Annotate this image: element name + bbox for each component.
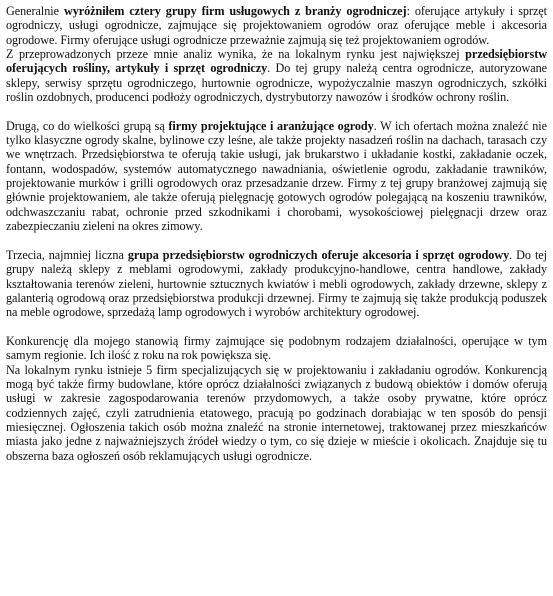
- text-span: Generalnie: [6, 4, 64, 18]
- paragraph-spacer: [6, 320, 547, 334]
- text-span: . Do tej grupy należą centra ogrodnicze, autoryzowane sklepy, serwisy sprzętu ogrodniczego, hurtownie ogrodnicze, wypożyczalnie maszyn ogrodniczych, szkółki roślin ozdobnych, producenci podłoży ogrodniczych, dystrybutorzy nawozów i środków ochrony roślin.: [6, 61, 547, 105]
- bold-text: wyróżniłem cztery grupy firm usługowych z branży ogrodniczej: [63, 4, 407, 18]
- text-span: Na lokalnym rynku istnieje 5 firm specjalizujących się w projektowaniu i zakładaniu ogrodów. Konkurencją mogą być także firmy budowlane, które oprócz działalności związanych z budową obiektów i domów oferują usługi w zakresie zagospodarowania terenów przydomowych, a także osoby prywatne, które oprócz codziennych zajęć, czyli zatrudnienia etatowego, pracują po godzinach dorabiając w ten sposób do pensji miesięcznej. Ogłoszenia takich osób można znaleźć na stronie internetowej, traktowanej przez mieszkańców miasta jako jedne z najważniejszych źródeł wiedzy o tym, co się dzieje w mieście i okolicach. Znajduje się tu obszerna baza ogłoszeń osób reklamujących usługi ogrodnicze.: [6, 362, 547, 463]
- paragraph: [6, 119, 547, 234]
- text-span: . Do tej grupy należą sklepy z meblami ogrodowymi, zakłady produkcyjno-handlowe, centra handlowe, zakłady kształtowania terenów zieleni, hurtownie sztucznych kwiatów i mebli ogrodowych, zakłady drzewne, sklepy z galanterią ogrodową oraz przedsiębiorstwa produkcji drzewnej. Firmy te zajmują się także produkcją poduszek na meble ogrodowe, sprzedażą lamp ogrodowych i wyrobów architektury ogrodowej.: [6, 247, 547, 320]
- paragraph: [6, 248, 547, 320]
- paragraph-spacer: [6, 234, 547, 248]
- bold-text: przedsiębiorstw oferujących rośliny, artykuły i sprzęt ogrodniczy: [6, 47, 547, 76]
- text-span: Konkurencję dla mojego stanowią firmy zajmujące się podobnym rodzajem działalności, operujące w tym samym regionie. Ich ilość z roku na rok powiększa się.: [6, 333, 547, 363]
- text-span: Z przeprowadzonych przeze mnie analiz wynika, że na lokalnym rynku jest największej: [6, 47, 466, 62]
- bold-text: grupa przedsiębiorstw ogrodniczych oferuje akcesoria i sprzęt ogrodowy: [127, 247, 510, 262]
- paragraph: [6, 47, 547, 104]
- paragraph: [6, 363, 547, 463]
- document-body: [6, 4, 547, 463]
- bold-text: firmy projektujące i aranżujące ogrody: [168, 118, 374, 133]
- text-span: . W ich ofertach można znaleźć nie tylko klasyczne ogrody skalne, bylinowe czy leśne, ale także projekty nasadzeń roślin na dachach, tarasach czy we wnętrzach. Przedsiębiorstwa te oferują takie usługi, jak brukarstwo i układanie kostki, zakładanie oczek, fontann, wodospadów, systemów automatycznego nawadniania, oświetlenie ogrodu, zakładanie trawników, projektowanie murków i grilli ogrodowych oraz przesadzanie drzew. Firmy z tej grupy branżowej zajmują się głównie projektowaniem, ale także oferują pielęgnację gotowych ogrodów polegającą na koszeniu trawników, odchwaszczaniu rabat, ochronie przed szkodnikami i chorobami, wysokościowej pielęgnacji drzew oraz zabezpieczaniu zieleni na okres zimowy.: [6, 118, 547, 234]
- paragraph: [6, 4, 547, 47]
- text-span: : oferujące artykuły i sprzęt ogrodniczy, usługi ogrodnicze, zajmujące się projektowaniem ogrodów oraz oferujące meble i akcesoria ogrodowe. Firmy oferujące usługi ogrodnicze przeważnie zajmują się też projektowaniem ogrodów.: [6, 4, 547, 47]
- text-span: Drugą, co do wielkości grupą są: [6, 118, 169, 133]
- text-span: Trzecia, najmniej liczna: [6, 247, 128, 262]
- paragraph-spacer: [6, 104, 547, 118]
- paragraph: [6, 334, 547, 363]
